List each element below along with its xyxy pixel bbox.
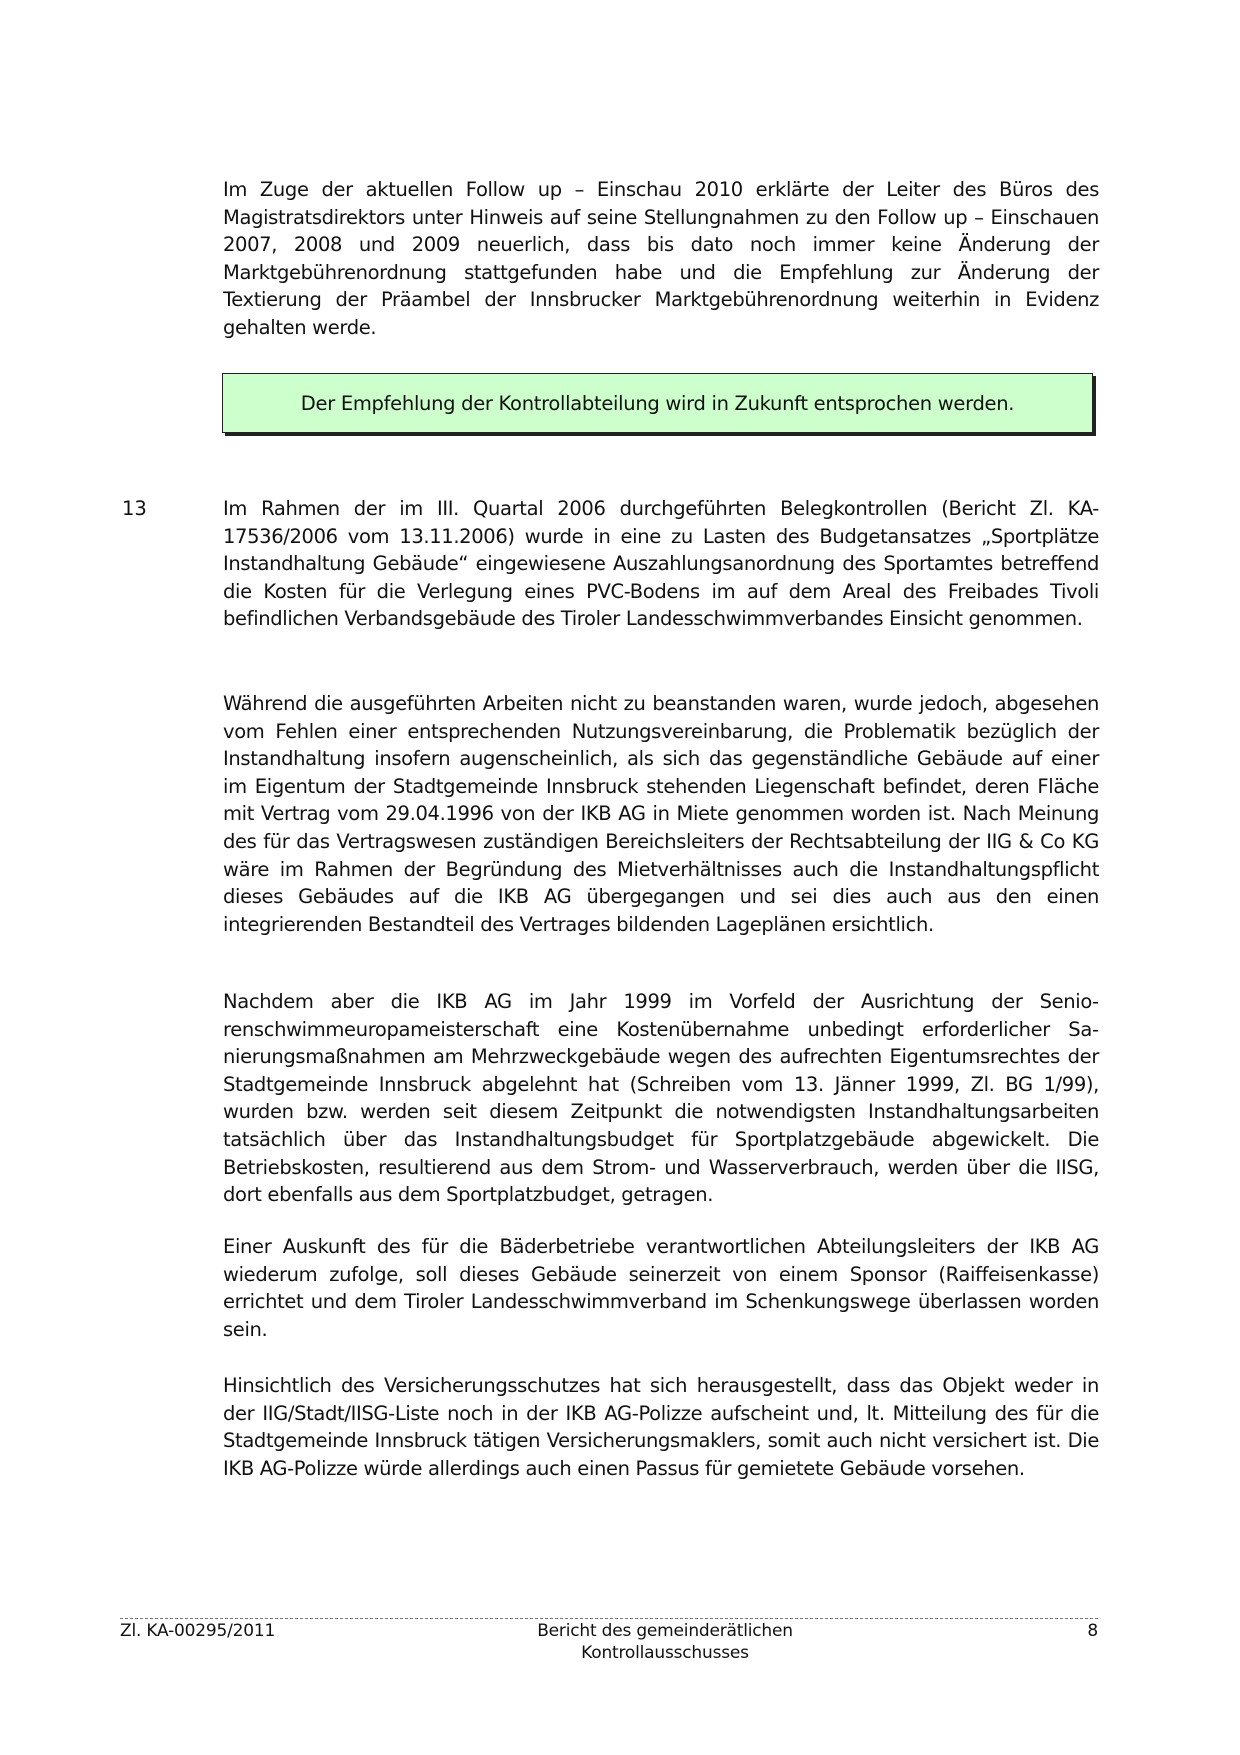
paragraph-follow-up: Im Zuge der aktuellen Follow up – Einschau 2010 erklärte der Leiter des Büros des Magistratsdirektors unter Hinweis auf seine Stellungnahmen zu den Follow up – Einschauen 2007, 2008 und 2009 neuerlich, dass bis dato noch immer keine Änderung der Marktgebührenordnung stattgefunden habe und die Empfehlung zur Änderung der Textierung der Präambel der Innsbrucker Marktgebührenordnung weiterhin in Evidenz gehalten werde. — [223, 178, 1099, 339]
recommendation-callout — [222, 373, 1093, 433]
paragraph-sanierung: Nachdem aber die IKB AG im Jahr 1999 im Vorfeld der Ausrichtung der Seniorenschwimmeuropameisterschaft eine Kostenübernahme unbedingt erforderlicher Sanierungsmaßnahmen am Mehrzweckgebäude wegen des aufrechten Eigentumsrechtes der Stadtgemeinde Innsbruck abgelehnt hat (Schreiben vom 13. Jänner 1999, Zl. BG 1/99), wurden bzw. werden seit diesem Zeitpunkt die notwendigsten Instandhaltungsarbeiten tatsächlich über das Instandhaltungsbudget für Sportplatzgebäude abgewickelt. Die Betriebskosten, resultierend aus dem Strom- und Wasserverbrauch, werden über die IISG, dort ebenfalls aus dem Sportplatzbudget, getragen. — [223, 990, 1099, 1207]
section-number: 13 — [122, 497, 147, 520]
recommendation-callout-text: Der Empfehlung der Kontrollabteilung wird in Zukunft entsprochen werden. — [300, 391, 1015, 415]
paragraph-versicherung: Hinsichtlich des Versicherungsschutzes hat sich herausgestellt, dass das Objekt weder in der IIG/Stadt/IISG-Liste noch in der IKB AG-Polizze aufscheint und, lt. Mitteilung des für die Stadtgemeinde Innsbruck tätigen Versicherungsmaklers, somit auch nicht versichert ist. Die IKB AG-Polizze würde allerdings auch einen Passus für gemietete Gebäude vorsehen. — [223, 1374, 1099, 1480]
paragraph-instandhaltung: Während die ausgeführten Arbeiten nicht zu beanstanden waren, wurde jedoch, abgesehen vom Fehlen einer entsprechenden Nutzungsvereinbarung, die Problematik bezüglich der Instandhaltung insofern augenscheinlich, als sich das gegenständliche Gebäude auf einer im Eigentum der Stadtgemeinde Innsbruck stehenden Liegenschaft befindet, deren Fläche mit Vertrag vom 29.04.1996 von der IKB AG in Miete genommen worden ist. Nach Meinung des für das Vertragswesen zuständigen Bereichsleiters der Rechtsabteilung der IIG & Co KG wäre im Rahmen der Begründung des Mietverhältnisses auch die Instandhaltungspflicht dieses Gebäudes auf die IKB AG übergegangen und sei dies auch aus den einen integrierenden Bestandteil des Vertrages bildenden Lageplänen ersichtlich. — [223, 692, 1099, 936]
footer-reference: Zl. KA-00295/2011 — [120, 1621, 276, 1641]
paragraph-sponsor: Einer Auskunft des für die Bäderbetriebe verantwortlichen Abteilungsleiters der IKB AG wiederum zufolge, soll dieses Gebäude seinerzeit von einem Sponsor (Raiffeisenkasse) errichtet und dem Tiroler Landesschwimmverband im Schenkungswege überlassen worden sein. — [223, 1235, 1099, 1341]
paragraph-belegkontrollen: Im Rahmen der im III. Quartal 2006 durchgeführten Belegkontrollen (Bericht Zl. KA-17536/2006 vom 13.11.2006) wurde in eine zu Lasten des Budgetansatzes „Sportplätze Instandhaltung Gebäude“ eingewiesene Auszahlungsanordnung des Sportamtes betreffend die Kosten für die Verlegung eines PVC-Bodens im auf dem Areal des Freibades Tivoli befindlichen Verbandsgebäude des Tiroler Landesschwimmverbandes Einsicht genommen. — [223, 497, 1099, 631]
page-number: 8 — [1087, 1621, 1098, 1641]
footer-title: Bericht des gemeinderätlichen Kontrollausschusses — [537, 1621, 793, 1663]
footer-divider — [120, 1618, 1098, 1619]
